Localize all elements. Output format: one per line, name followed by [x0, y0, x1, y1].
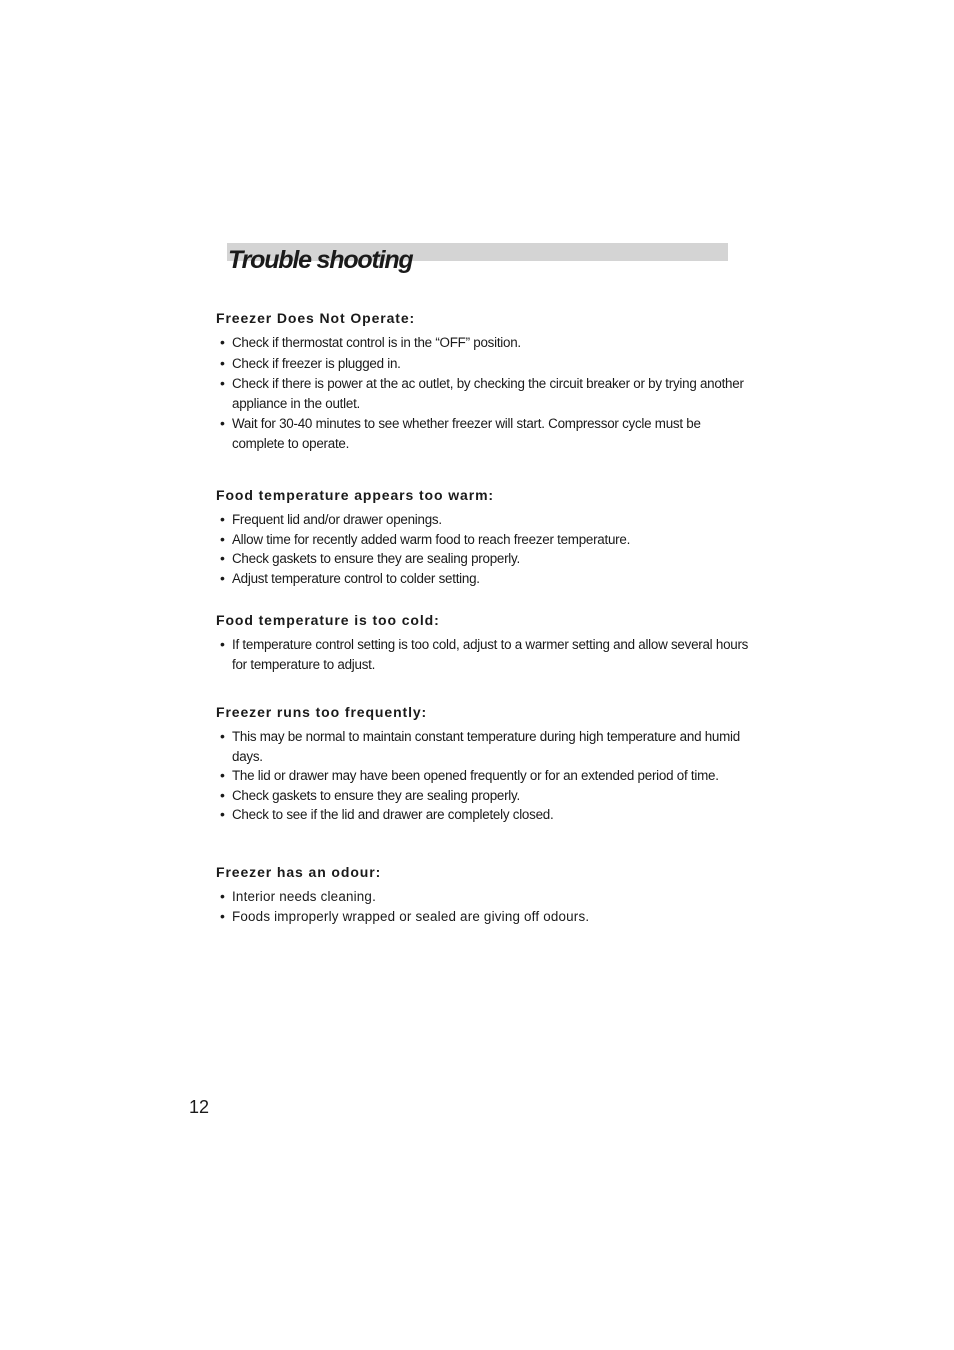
- list-item: • Check to see if the lid and drawer are completely closed.: [216, 805, 756, 825]
- page-title: Trouble shooting: [228, 246, 413, 274]
- section-heading: Freezer has an odour:: [216, 864, 382, 880]
- item-list: [216, 727, 756, 825]
- item-list: [216, 333, 756, 453]
- list-item: • Check if thermostat control is in the “OFF” position.: [216, 333, 756, 353]
- section-food-too-warm: [216, 487, 756, 588]
- list-item: • Check gaskets to ensure they are sealing properly.: [216, 786, 756, 806]
- item-list: [216, 510, 756, 588]
- list-item: • If temperature control setting is too cold, adjust to a warmer setting and allow several hours for temperature to adjust.: [216, 635, 756, 674]
- list-item: • Interior needs cleaning.: [216, 887, 756, 907]
- list-item: • Allow time for recently added warm food to reach freezer temperature.: [216, 530, 756, 550]
- list-item: • Check gaskets to ensure they are sealing properly.: [216, 549, 756, 569]
- section-heading: Freezer Does Not Operate:: [216, 310, 416, 326]
- section-heading: Food temperature appears too warm:: [216, 487, 494, 503]
- list-item: • This may be normal to maintain constant temperature during high temperature and humid days.: [216, 727, 756, 766]
- section-food-too-cold: [216, 612, 756, 674]
- list-item: • Check if there is power at the ac outlet, by checking the circuit breaker or by trying another appliance in the outlet.: [216, 374, 756, 413]
- list-item: • Foods improperly wrapped or sealed are giving off odours.: [216, 907, 756, 927]
- section-heading: Freezer runs too frequently:: [216, 704, 428, 720]
- section-heading: Food temperature is too cold:: [216, 612, 440, 628]
- section-freezer-has-odour: [216, 864, 756, 926]
- section-freezer-runs-too-frequently: [216, 704, 756, 825]
- list-item: • Adjust temperature control to colder setting.: [216, 569, 756, 589]
- list-item: • The lid or drawer may have been opened frequently or for an extended period of time.: [216, 766, 756, 786]
- item-list: [216, 887, 756, 926]
- list-item: • Frequent lid and/or drawer openings.: [216, 510, 756, 530]
- page-number: 12: [189, 1097, 210, 1117]
- section-freezer-does-not-operate: [216, 310, 756, 454]
- list-item: • Check if freezer is plugged in.: [216, 354, 756, 374]
- item-list: [216, 635, 756, 674]
- list-item: • Wait for 30-40 minutes to see whether freezer will start. Compressor cycle must be complete to operate.: [216, 414, 756, 453]
